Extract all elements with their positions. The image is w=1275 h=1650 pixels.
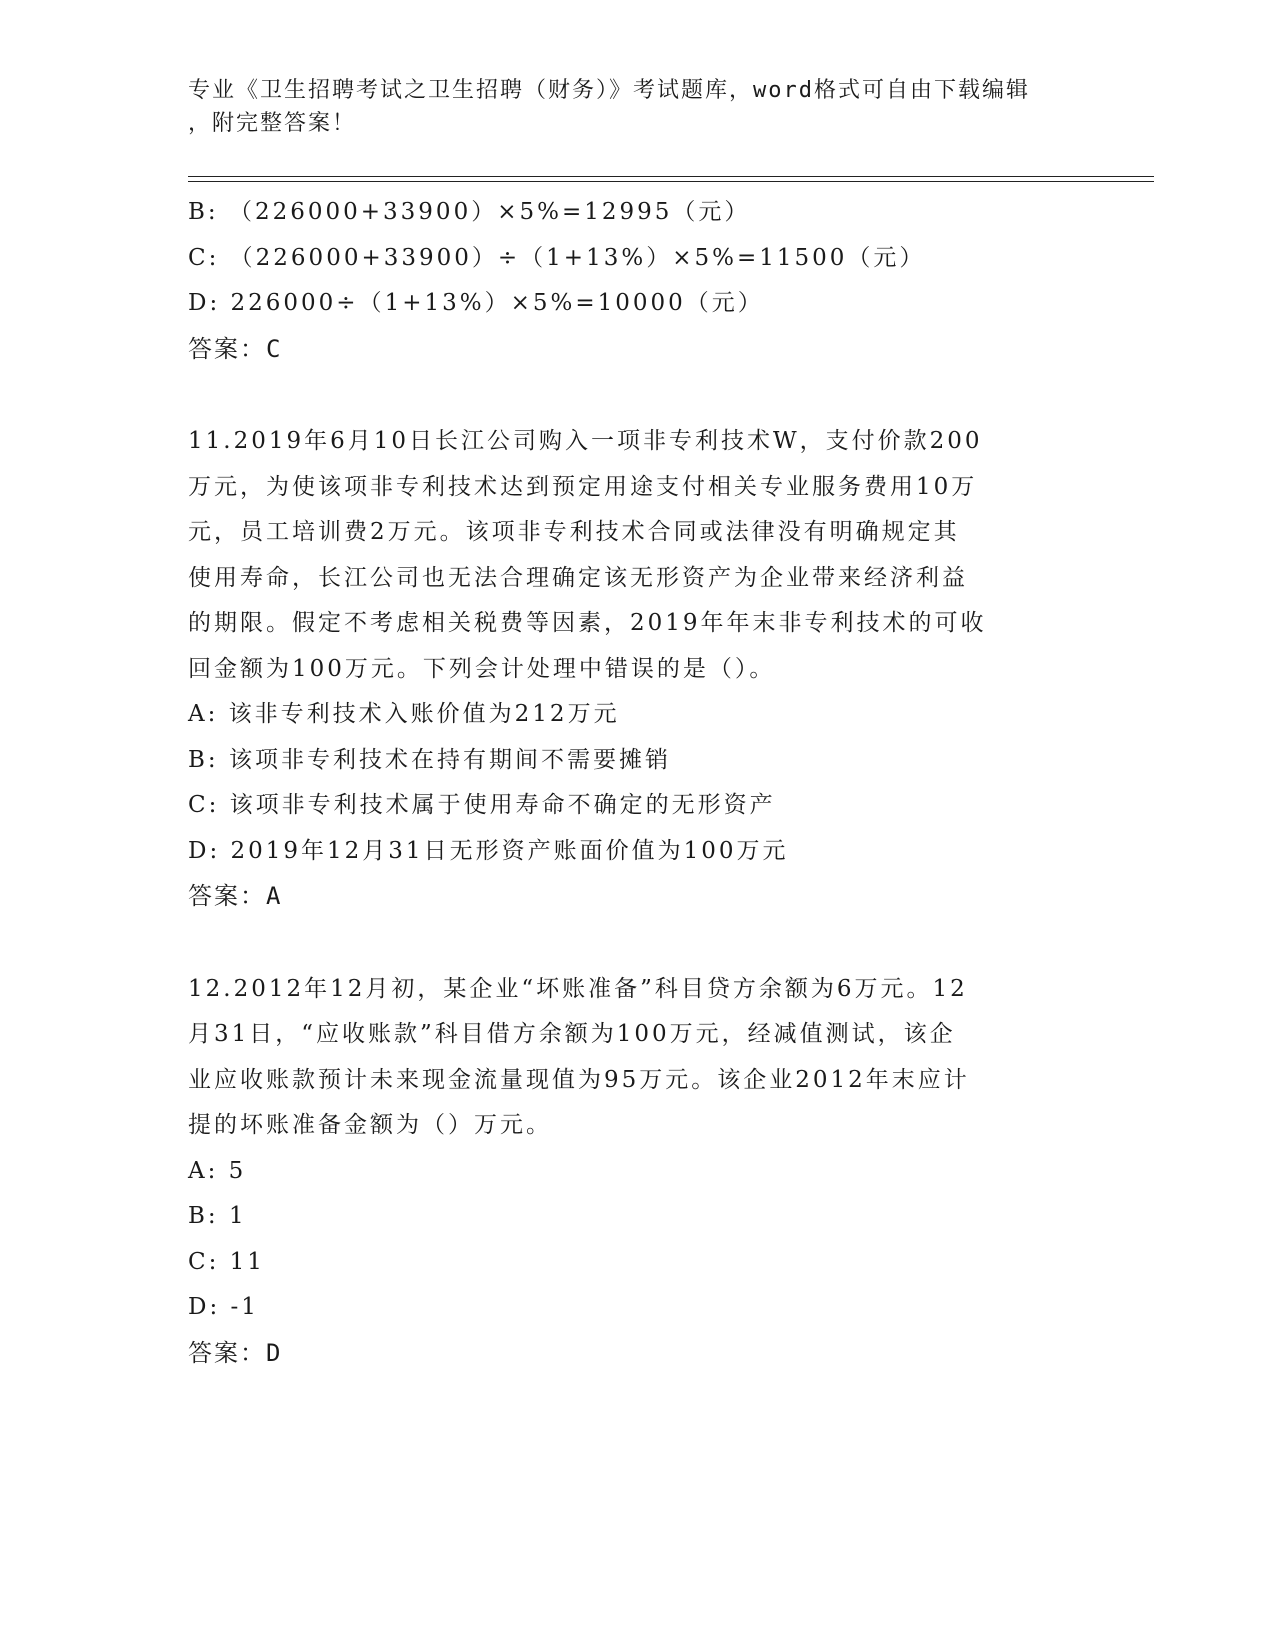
header-divider-bottom xyxy=(188,181,1154,182)
question-10-tail xyxy=(188,190,1068,372)
question-text-line: 元，员工培训费2万元。该项非专利技术合同或法律没有明确规定其 xyxy=(188,519,960,545)
option-d: D: 2019年12月31日无形资产账面价值为100万元 xyxy=(188,837,789,864)
question-12 xyxy=(188,967,1068,1377)
option-d: D: -1 xyxy=(188,1294,259,1320)
question-text-line: 回金额为100万元。下列会计处理中错误的是（）。 xyxy=(188,655,776,682)
header-title-line-2: ，附完整答案！ xyxy=(188,111,357,136)
option-b: B: 1 xyxy=(188,1203,247,1229)
answer-line: 答案：A xyxy=(188,882,283,910)
header-divider-top xyxy=(188,176,1154,177)
question-text-line: 业应收账款预计未来现金流量现值为95万元。该企业2012年末应计 xyxy=(188,1066,970,1093)
answer-line: 答案：C xyxy=(188,334,283,363)
option-d: D: 226000÷（1+13%）×5%=10000（元） xyxy=(188,290,764,316)
option-b: B: 该项非专利技术在持有期间不需要摊销 xyxy=(188,746,671,773)
question-text-line: 使用寿命，长江公司也无法合理确定该无形资产为企业带来经济利益 xyxy=(188,564,968,591)
question-11 xyxy=(188,419,1068,920)
option-a: A: 5 xyxy=(188,1157,247,1184)
question-text-line: 月31日，“应收账款”科目借方余额为100万元，经减值测试，该企 xyxy=(188,1021,956,1047)
option-c: C: 11 xyxy=(188,1248,265,1275)
header-title-line-1: 专业《卫生招聘考试之卫生招聘（财务）》考试题库，word格式可自由下载编辑 xyxy=(188,78,1030,103)
document-body xyxy=(188,190,1068,1376)
document-header xyxy=(188,74,1068,140)
option-a: A: 该非专利技术入账价值为212万元 xyxy=(188,701,620,727)
option-c: C: 该项非专利技术属于使用寿命不确定的无形资产 xyxy=(188,792,776,818)
question-text-line: 的期限。假定不考虑相关税费等因素，2019年年末非专利技术的可收 xyxy=(188,610,987,636)
option-b: B: （226000+33900）×5%=12995（元） xyxy=(188,199,751,225)
question-text-line: 提的坏账准备金额为（）万元。 xyxy=(188,1112,552,1138)
option-c: C: （226000+33900）÷（1+13%）×5%=11500（元） xyxy=(188,244,926,271)
answer-line: 答案：D xyxy=(188,1338,283,1367)
question-text-line: 万元，为使该项非专利技术达到预定用途支付相关专业服务费用10万 xyxy=(188,473,978,500)
question-text-line: 11.2019年6月10日长江公司购入一项非专利技术W，支付价款200 xyxy=(188,428,983,454)
question-text-line: 12.2012年12月初，某企业“坏账准备”科目贷方余额为6万元。12 xyxy=(188,975,968,1002)
